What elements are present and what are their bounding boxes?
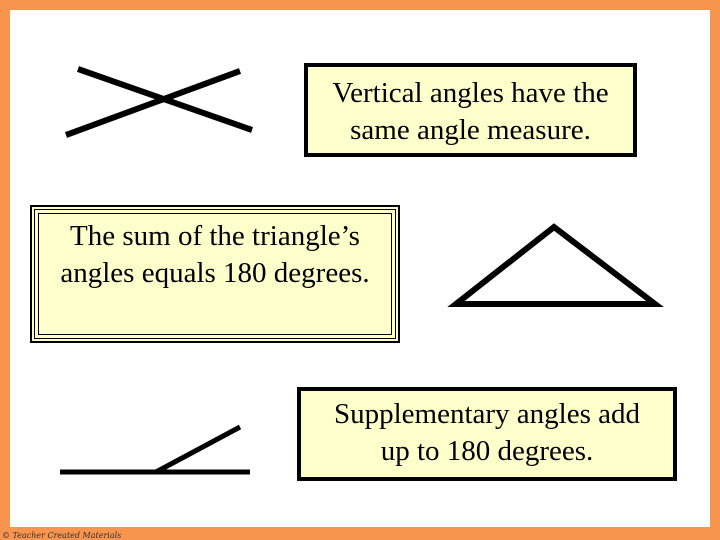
vertical-angles-line-1: Vertical angles have the (332, 77, 609, 109)
copyright-footer: © Teacher Created Materials (2, 531, 122, 540)
supplementary-line-1: Supplementary angles add (333, 398, 641, 430)
supplementary-line-2: up to 180 degrees. (380, 435, 594, 467)
vertical-angles-line-2: same angle measure. (350, 114, 591, 146)
supplementary-angles-icon (10, 10, 710, 527)
triangle-sum-line-2: angles equals 180 degrees. (60, 257, 370, 289)
triangle-sum-line-1: The sum of the triangle’s (70, 220, 360, 252)
